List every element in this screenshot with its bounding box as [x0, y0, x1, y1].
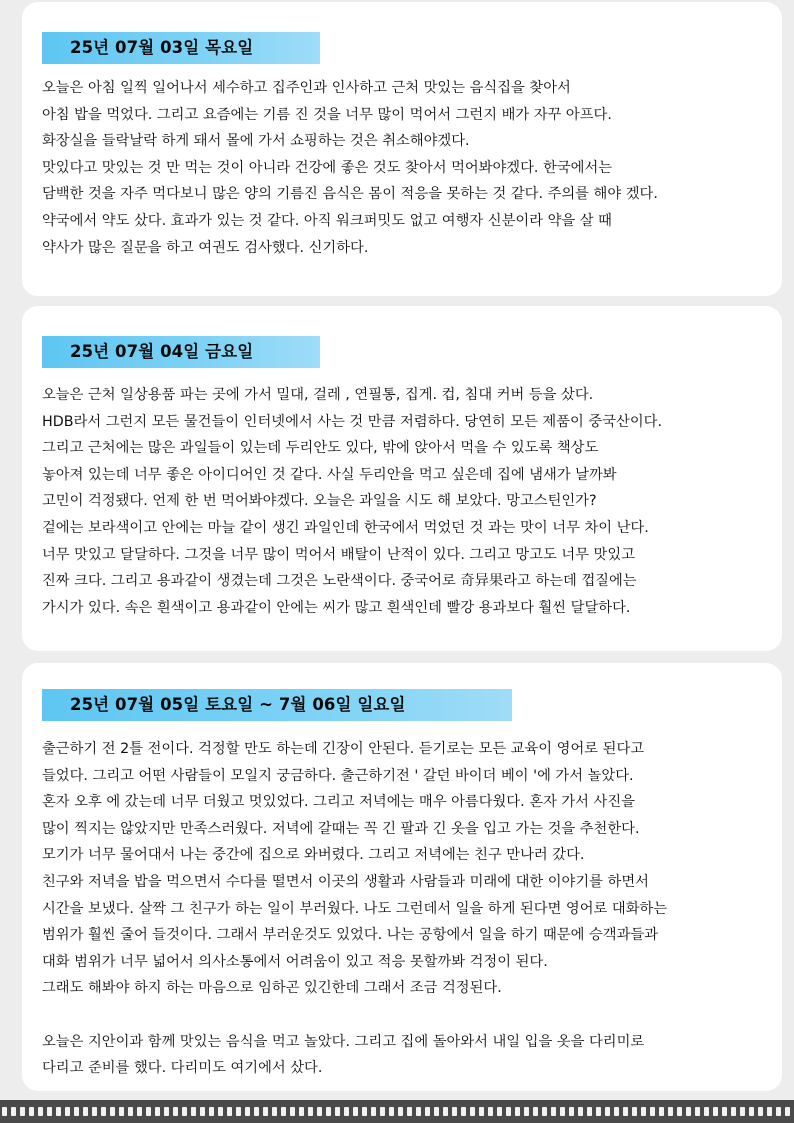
entry-line: 범위가 훨씬 줄어 들것이다. 그래서 부러운것도 있었다. 나는 공항에서 일을 하기 때문에 승객과들과	[42, 927, 659, 944]
entry-line: 그래도 해봐야 하지 하는 마음으로 임하곤 있긴한데 그래서 조금 걱정된다.	[42, 980, 502, 997]
film-hole	[767, 1107, 772, 1116]
film-hole	[524, 1107, 529, 1116]
film-hole	[416, 1107, 421, 1116]
film-hole	[299, 1107, 304, 1116]
film-hole	[713, 1107, 718, 1116]
entry-date-heading: 25년 07월 05일 토요일 ~ 7월 06일 일요일	[42, 689, 512, 721]
film-hole	[650, 1107, 655, 1116]
film-hole	[560, 1107, 565, 1116]
film-hole	[2, 1107, 7, 1116]
film-hole	[749, 1107, 754, 1116]
film-hole	[479, 1107, 484, 1116]
film-hole	[461, 1107, 466, 1116]
entry-line: 가시가 있다. 속은 흰색이고 용과같이 안에는 씨가 많고 흰색인데 빨강 용과보다 훨씬 달달하다.	[42, 599, 631, 616]
entry-line: 다리고 준비를 했다. 다리미도 여기에서 샀다.	[42, 1060, 323, 1077]
film-hole	[74, 1107, 79, 1116]
entry-line: 오늘은 근처 일상용품 파는 곳에 가서 밀대, 걸레 , 연필통, 집게. 컵, 침대 커버 등을 샀다.	[42, 387, 594, 403]
film-hole	[488, 1107, 493, 1116]
film-hole	[542, 1107, 547, 1116]
entry-line: 시간을 보냈다. 살짝 그 친구가 하는 일이 부러웠다. 나도 그런데서 일을 하게 된다면 영어로 대화하는	[42, 900, 668, 917]
film-hole	[434, 1107, 439, 1116]
film-hole	[515, 1107, 520, 1116]
entry-body-text	[42, 382, 774, 621]
film-hole	[47, 1107, 52, 1116]
film-hole	[695, 1107, 700, 1116]
film-hole	[254, 1107, 259, 1116]
film-hole	[758, 1107, 763, 1116]
film-hole	[128, 1107, 133, 1116]
film-hole	[236, 1107, 241, 1116]
entry-line: 출근하기 전 2틀 전이다. 걱정할 만도 하는데 긴장이 안된다. 듣기로는 모든 교육이 영어로 된다고	[42, 741, 645, 757]
film-hole	[245, 1107, 250, 1116]
film-hole	[398, 1107, 403, 1116]
film-hole	[506, 1107, 511, 1116]
entry-date-heading: 25년 07월 03일 목요일	[42, 32, 320, 64]
film-hole	[92, 1107, 97, 1116]
film-hole	[668, 1107, 673, 1116]
film-hole	[308, 1107, 313, 1116]
entry-line: 대화 범위가 너무 넓어서 의사소통에서 어려움이 있고 적응 못할까봐 걱정이 된다.	[42, 953, 548, 970]
film-hole	[641, 1107, 646, 1116]
entry-line: 맛있다고 맛있는 것 만 먹는 것이 아니라 건강에 좋은 것도 찾아서 먹어봐야겠다. 한국에서는	[42, 159, 613, 176]
film-hole	[218, 1107, 223, 1116]
entry-line: 혼자 오후 에 갔는데 너무 더웠고 멋있었다. 그리고 저녁에는 매우 아름다웠다. 혼자 가서 사진을	[42, 794, 635, 811]
film-hole	[173, 1107, 178, 1116]
film-hole	[677, 1107, 682, 1116]
entry-line: 아침 밥을 먹었다. 그리고 요즘에는 기름 진 것을 너무 많이 먹어서 그런지 배가 자꾸 아프다.	[42, 106, 612, 123]
entry-line: 많이 찍지는 않았지만 만족스러웠다. 저녁에 갈때는 꼭 긴 팔과 긴 옷을 입고 가는 것을 추천한다.	[42, 820, 640, 837]
film-hole	[38, 1107, 43, 1116]
film-hole	[533, 1107, 538, 1116]
film-hole	[83, 1107, 88, 1116]
film-hole	[146, 1107, 151, 1116]
film-hole	[569, 1107, 574, 1116]
entry-line: 약국에서 약도 샀다. 효과가 있는 것 같다. 아직 워크퍼밋도 없고 여행자 신분이라 약을 살 때	[42, 212, 612, 229]
film-strip-border	[0, 1100, 794, 1123]
film-hole	[317, 1107, 322, 1116]
film-hole	[731, 1107, 736, 1116]
entry-line: 너무 맛있고 달달하다. 그것을 너무 많이 먹어서 배탈이 난적이 있다. 그리고 망고도 너무 맛있고	[42, 546, 635, 563]
entry-line: 담백한 것을 자주 먹다보니 많은 양의 기름진 음식은 몸이 적응을 못하는 것 같다. 주의를 해야 겠다.	[42, 186, 658, 203]
film-hole	[587, 1107, 592, 1116]
entry-line: 화장실을 들락날락 하게 돼서 몰에 가서 쇼핑하는 것은 취소해야겠다.	[42, 133, 470, 150]
film-hole	[407, 1107, 412, 1116]
film-hole	[353, 1107, 358, 1116]
entry-body-text	[42, 736, 774, 1082]
film-hole	[632, 1107, 637, 1116]
entry-date-heading: 25년 07월 04일 금요일	[42, 336, 320, 368]
film-hole	[614, 1107, 619, 1116]
film-hole	[470, 1107, 475, 1116]
film-hole	[740, 1107, 745, 1116]
entry-line: 들었다. 그리고 어떤 사람들이 모일지 궁금하다. 출근하기전 ' 갈던 바이더 베이 '에 가서 놀았다.	[42, 767, 634, 784]
film-hole	[443, 1107, 448, 1116]
film-hole	[119, 1107, 124, 1116]
film-hole	[551, 1107, 556, 1116]
film-hole	[200, 1107, 205, 1116]
film-hole	[704, 1107, 709, 1116]
entry-line: 오늘은 지안이과 함께 맛있는 음식을 먹고 놀았다. 그리고 집에 돌아와서 내일 입을 옷을 다리미로	[42, 1033, 645, 1050]
film-hole	[335, 1107, 340, 1116]
entry-line: 그리고 근처에는 많은 과일들이 있는데 두리안도 있다, 밖에 앉아서 먹을 수 있도록 책상도	[42, 440, 599, 457]
film-hole	[29, 1107, 34, 1116]
film-hole	[497, 1107, 502, 1116]
diary-entry-card	[22, 2, 782, 296]
film-hole	[380, 1107, 385, 1116]
film-hole	[281, 1107, 286, 1116]
film-hole	[101, 1107, 106, 1116]
film-hole	[623, 1107, 628, 1116]
entry-line: 겉에는 보라색이고 안에는 마늘 같이 생긴 과일인데 한국에서 먹었던 것 과는 맛이 너무 차이 난다.	[42, 519, 649, 536]
entry-line: HDB라서 그런지 모든 물건들이 인터넷에서 사는 것 만큼 저렴하다. 당연히 모든 제품이 중국산이다.	[42, 413, 662, 430]
entry-line: 고민이 걱정됐다. 언제 한 번 먹어봐야겠다. 오늘은 과일을 시도 해 보았다. 망고스틴인가?	[42, 493, 597, 510]
film-hole	[776, 1107, 781, 1116]
film-hole	[191, 1107, 196, 1116]
diary-entry-card	[22, 306, 782, 651]
diary-entry-card	[22, 663, 782, 1091]
film-hole	[272, 1107, 277, 1116]
film-hole	[344, 1107, 349, 1116]
film-hole	[164, 1107, 169, 1116]
film-hole	[263, 1107, 268, 1116]
film-hole	[110, 1107, 115, 1116]
entry-line: 모기가 너무 물어대서 나는 중간에 집으로 와버렸다. 그리고 저녁에는 친구 만나러 갔다.	[42, 847, 585, 864]
film-hole	[155, 1107, 160, 1116]
film-hole	[182, 1107, 187, 1116]
film-hole	[722, 1107, 727, 1116]
entry-line: 놓아져 있는데 너무 좋은 아이디어인 것 같다. 사실 두리안을 먹고 싶은데 집에 냄새가 날까봐	[42, 466, 617, 483]
film-hole	[605, 1107, 610, 1116]
film-hole	[362, 1107, 367, 1116]
film-hole	[452, 1107, 457, 1116]
film-hole	[227, 1107, 232, 1116]
film-hole	[578, 1107, 583, 1116]
film-hole	[137, 1107, 142, 1116]
film-hole	[371, 1107, 376, 1116]
film-hole	[11, 1107, 16, 1116]
film-hole	[65, 1107, 70, 1116]
film-hole	[785, 1107, 790, 1116]
film-strip-holes	[2, 1107, 792, 1116]
film-hole	[290, 1107, 295, 1116]
entry-line: 친구와 저녁을 밥을 먹으면서 수다를 떨면서 이곳의 생활과 사람들과 미래에 대한 이야기를 하면서	[42, 873, 649, 890]
film-hole	[326, 1107, 331, 1116]
film-hole	[686, 1107, 691, 1116]
film-hole	[56, 1107, 61, 1116]
entry-line: 진짜 크다. 그리고 용과같이 생겼는데 그것은 노란색이다. 중국어로 奇异果라고 하는데 껍질에는	[42, 573, 637, 590]
film-hole	[20, 1107, 25, 1116]
entry-line: 오늘은 아침 일찍 일어나서 세수하고 집주인과 인사하고 근처 맛있는 음식집을 찾아서	[42, 80, 571, 96]
paragraph-break	[42, 1002, 774, 1029]
film-hole	[389, 1107, 394, 1116]
film-hole	[659, 1107, 664, 1116]
film-hole	[209, 1107, 214, 1116]
entry-body-text	[42, 75, 774, 261]
entry-line: 약사가 많은 질문을 하고 여권도 검사했다. 신기하다.	[42, 239, 369, 256]
film-hole	[425, 1107, 430, 1116]
film-hole	[596, 1107, 601, 1116]
